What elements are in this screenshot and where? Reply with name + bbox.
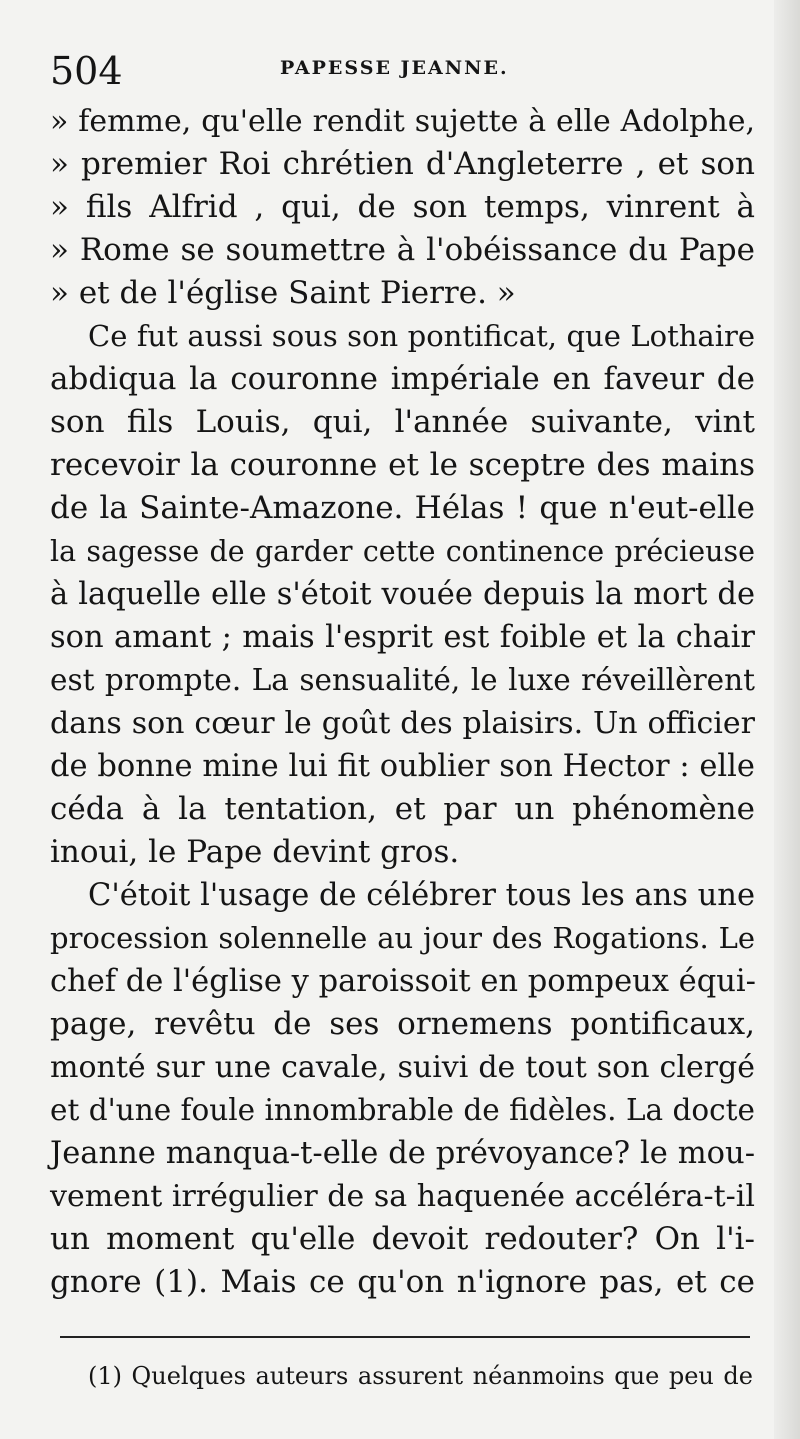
text-line: est prompte. La sensualité, le luxe réveillèrent bbox=[50, 663, 755, 697]
text-line: » et de l'église Saint Pierre. » bbox=[50, 275, 516, 311]
text-line: » femme, qu'elle rendit sujette à elle Adolphe, bbox=[50, 104, 755, 139]
text-line: de la Sainte-Amazone. Hélas ! que n'eut-elle bbox=[50, 490, 755, 526]
page-header bbox=[50, 46, 748, 96]
text-line: » fils Alfrid , qui, de son temps, vinrent à bbox=[50, 189, 755, 225]
body-text bbox=[50, 100, 755, 1304]
footnote: (1) Quelques auteurs assurent néanmoins que peu de bbox=[88, 1362, 753, 1390]
text-line: et d'une foule innombrable de fidèles. La docte bbox=[50, 1093, 755, 1127]
footnote-rule bbox=[60, 1336, 750, 1338]
text-line: Ce fut aussi sous son pontificat, que Lothaire bbox=[88, 319, 755, 353]
text-line: la sagesse de garder cette continence précieuse bbox=[50, 535, 755, 568]
text-line: son fils Louis, qui, l'année suivante, vint bbox=[50, 404, 755, 440]
text-line: gnore (1). Mais ce qu'on n'ignore pas, et ce bbox=[50, 1264, 755, 1300]
text-line: Jeanne manqua-t-elle de prévoyance? le mou- bbox=[50, 1136, 755, 1171]
page-edge-shadow bbox=[774, 0, 800, 1439]
text-line: » Rome se soumettre à l'obéissance du Pape bbox=[50, 232, 755, 268]
text-line: abdiqua la couronne impériale en faveur de bbox=[50, 361, 755, 397]
text-line: page, revêtu de ses ornemens pontificaux, bbox=[50, 1006, 755, 1042]
text-line: chef de l'église y paroissoit en pompeux équi- bbox=[50, 964, 756, 999]
text-line: » premier Roi chrétien d'Angleterre , et son bbox=[50, 146, 755, 182]
text-line: de bonne mine lui fit oublier son Hector : elle bbox=[50, 749, 755, 784]
text-line: un moment qu'elle devoit redouter? On l'i- bbox=[50, 1221, 755, 1257]
text-line: inoui, le Pape devint gros. bbox=[50, 834, 460, 870]
text-line: dans son cœur le goût des plaisirs. Un officier bbox=[50, 706, 755, 741]
page-number: 504 bbox=[50, 49, 123, 93]
running-head: PAPESSE JEANNE. bbox=[280, 57, 509, 79]
text-line: recevoir la couronne et le sceptre des mains bbox=[50, 447, 755, 483]
text-line: céda à la tentation, et par un phénomène bbox=[50, 791, 755, 827]
text-line: son amant ; mais l'esprit est foible et la chair bbox=[50, 620, 755, 655]
text-line: C'étoit l'usage de célébrer tous les ans une bbox=[88, 878, 755, 913]
text-line: vement irrégulier de sa haquenée accéléra-t-il bbox=[50, 1179, 755, 1214]
text-line: monté sur une cavale, suivi de tout son clergé bbox=[50, 1050, 755, 1085]
text-line: à laquelle elle s'étoit vouée depuis la mort de bbox=[50, 577, 755, 612]
text-line: procession solennelle au jour des Rogations. Le bbox=[50, 921, 755, 955]
